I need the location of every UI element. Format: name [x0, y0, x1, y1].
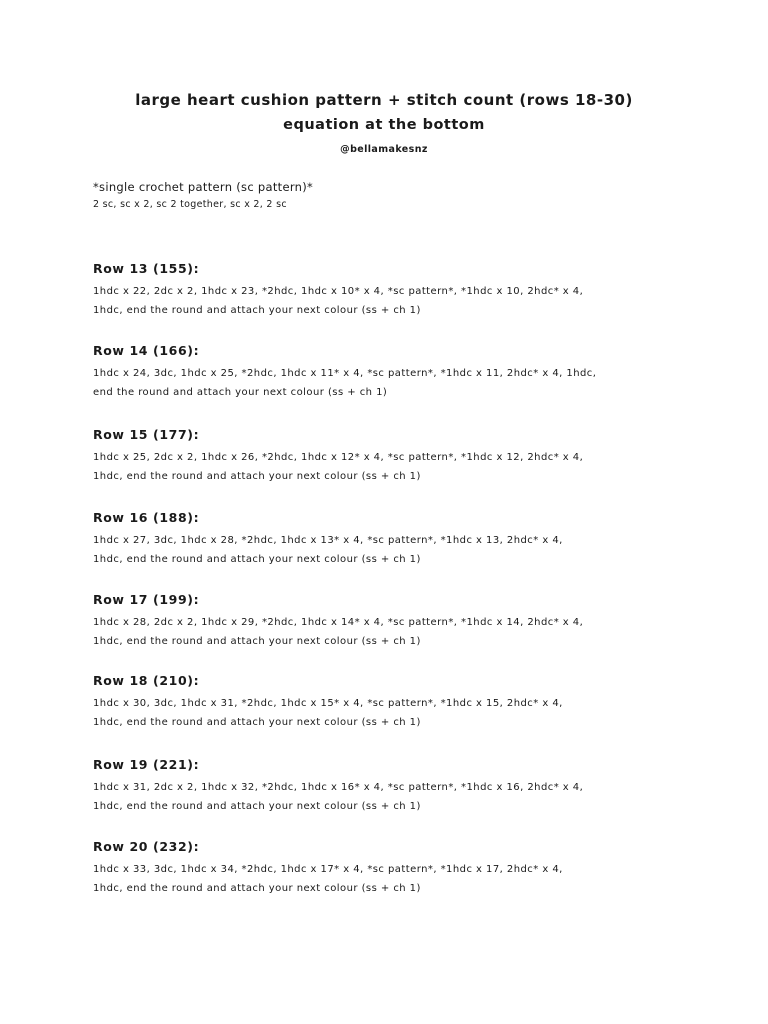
row-instruction-line: 1hdc x 27, 3dc, 1hdc x 28, *2hdc, 1hdc x 13* x 4, *sc pattern*, *1hdc x 13, 2hdc* x 4, — [93, 535, 563, 546]
row-section — [93, 838, 683, 898]
row-section — [93, 756, 683, 816]
row-section — [93, 426, 683, 486]
row-section — [93, 260, 683, 320]
row-instruction-line: 1hdc x 25, 2dc x 2, 1hdc x 26, *2hdc, 1hdc x 12* x 4, *sc pattern*, *1hdc x 12, 2hdc* x 4, — [93, 452, 584, 463]
row-section — [93, 591, 683, 651]
row-heading: Row 18 (210): — [93, 673, 200, 688]
row-instruction-line: 1hdc, end the round and attach your next colour (ss + ch 1) — [93, 471, 421, 482]
row-section — [93, 509, 683, 569]
sc-pattern-heading: *single crochet pattern (sc pattern)* — [93, 180, 314, 194]
sc-pattern-section — [93, 178, 693, 214]
row-instruction-line: 1hdc, end the round and attach your next colour (ss + ch 1) — [93, 801, 421, 812]
row-heading: Row 15 (177): — [93, 427, 200, 442]
author-handle: @bellamakesnz — [340, 144, 428, 155]
row-section — [93, 672, 683, 732]
row-instruction-line: 1hdc, end the round and attach your next colour (ss + ch 1) — [93, 554, 421, 565]
row-instruction-line: 1hdc, end the round and attach your next colour (ss + ch 1) — [93, 305, 421, 316]
row-instruction-line: 1hdc x 33, 3dc, 1hdc x 34, *2hdc, 1hdc x 17* x 4, *sc pattern*, *1hdc x 17, 2hdc* x 4, — [93, 864, 563, 875]
row-section — [93, 342, 683, 402]
row-instruction-line: 1hdc, end the round and attach your next colour (ss + ch 1) — [93, 636, 421, 647]
row-instruction-line: 1hdc x 24, 3dc, 1hdc x 25, *2hdc, 1hdc x 11* x 4, *sc pattern*, *1hdc x 11, 2hdc* x 4, 1hdc, — [93, 368, 597, 379]
row-heading: Row 20 (232): — [93, 839, 200, 854]
document-title: large heart cushion pattern + stitch count (rows 18-30) — [135, 91, 633, 109]
sc-pattern-text: 2 sc, sc x 2, sc 2 together, sc x 2, 2 sc — [93, 199, 287, 210]
row-heading: Row 14 (166): — [93, 343, 200, 358]
row-instruction-line: 1hdc, end the round and attach your next colour (ss + ch 1) — [93, 717, 421, 728]
row-heading: Row 19 (221): — [93, 757, 200, 772]
row-instruction-line: 1hdc x 31, 2dc x 2, 1hdc x 32, *2hdc, 1hdc x 16* x 4, *sc pattern*, *1hdc x 16, 2hdc* x 4, — [93, 782, 584, 793]
row-instruction-line: 1hdc x 28, 2dc x 2, 1hdc x 29, *2hdc, 1hdc x 14* x 4, *sc pattern*, *1hdc x 14, 2hdc* x 4, — [93, 617, 584, 628]
row-instruction-line: 1hdc, end the round and attach your next colour (ss + ch 1) — [93, 883, 421, 894]
row-instruction-line: end the round and attach your next colour (ss + ch 1) — [93, 387, 388, 398]
row-instruction-line: 1hdc x 22, 2dc x 2, 1hdc x 23, *2hdc, 1hdc x 10* x 4, *sc pattern*, *1hdc x 10, 2hdc* x 4, — [93, 286, 584, 297]
row-heading: Row 16 (188): — [93, 510, 200, 525]
row-heading: Row 17 (199): — [93, 592, 200, 607]
row-instruction-line: 1hdc x 30, 3dc, 1hdc x 31, *2hdc, 1hdc x 15* x 4, *sc pattern*, *1hdc x 15, 2hdc* x 4, — [93, 698, 563, 709]
document-subtitle: equation at the bottom — [283, 117, 485, 133]
row-heading: Row 13 (155): — [93, 261, 200, 276]
